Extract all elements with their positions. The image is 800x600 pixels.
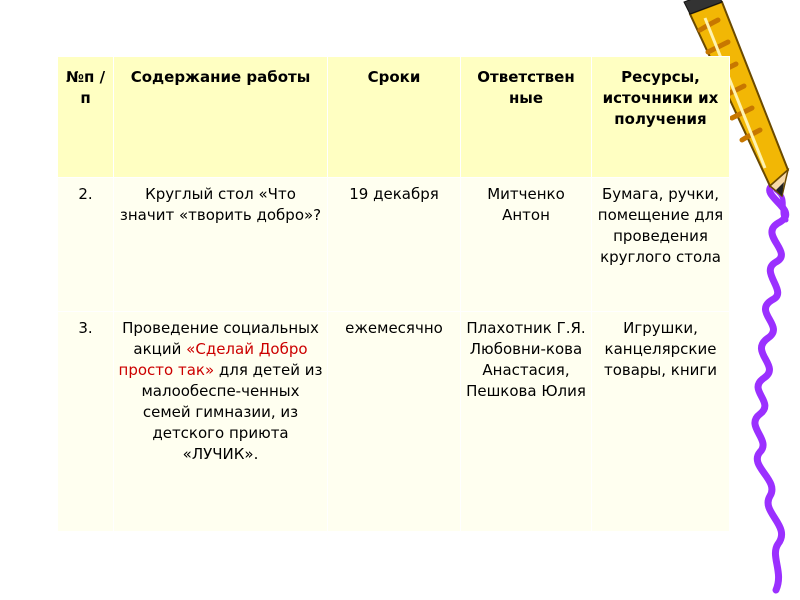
header-dates: Сроки <box>328 57 461 178</box>
table-row <box>58 312 730 532</box>
header-responsible: Ответствен ные <box>461 57 592 178</box>
table-row <box>58 178 730 312</box>
header-number: №п /п <box>58 57 114 178</box>
content-text: для детей из малообеспе-ченных семей гимназии, из детского приюта «ЛУЧИК». <box>141 361 323 463</box>
row-responsible: Плахотник Г.Я. Любовни-кова Анастасия, Пешкова Юлия <box>461 312 592 532</box>
row-number: 3. <box>58 312 114 532</box>
content-text: Проведение социальных акций <box>122 319 319 358</box>
row-number: 2. <box>58 178 114 312</box>
header-row <box>58 57 730 178</box>
row-responsible: Митченко Антон <box>461 178 592 312</box>
row-content: Круглый стол «Что значит «творить добро»? <box>114 178 328 312</box>
plan-table <box>57 56 730 532</box>
row-content <box>114 312 328 532</box>
row-date: 19 декабря <box>328 178 461 312</box>
row-resources: Игрушки, канцелярские товары, книги <box>592 312 730 532</box>
row-resources: Бумага, ручки, помещение для проведения круглого стола <box>592 178 730 312</box>
header-resources: Ресурсы, источники их получения <box>592 57 730 178</box>
header-content: Содержание работы <box>114 57 328 178</box>
scribble-line <box>755 186 786 590</box>
row-date: ежемесячно <box>328 312 461 532</box>
action-title-highlight: «Сделай Добро просто так» <box>118 340 308 379</box>
